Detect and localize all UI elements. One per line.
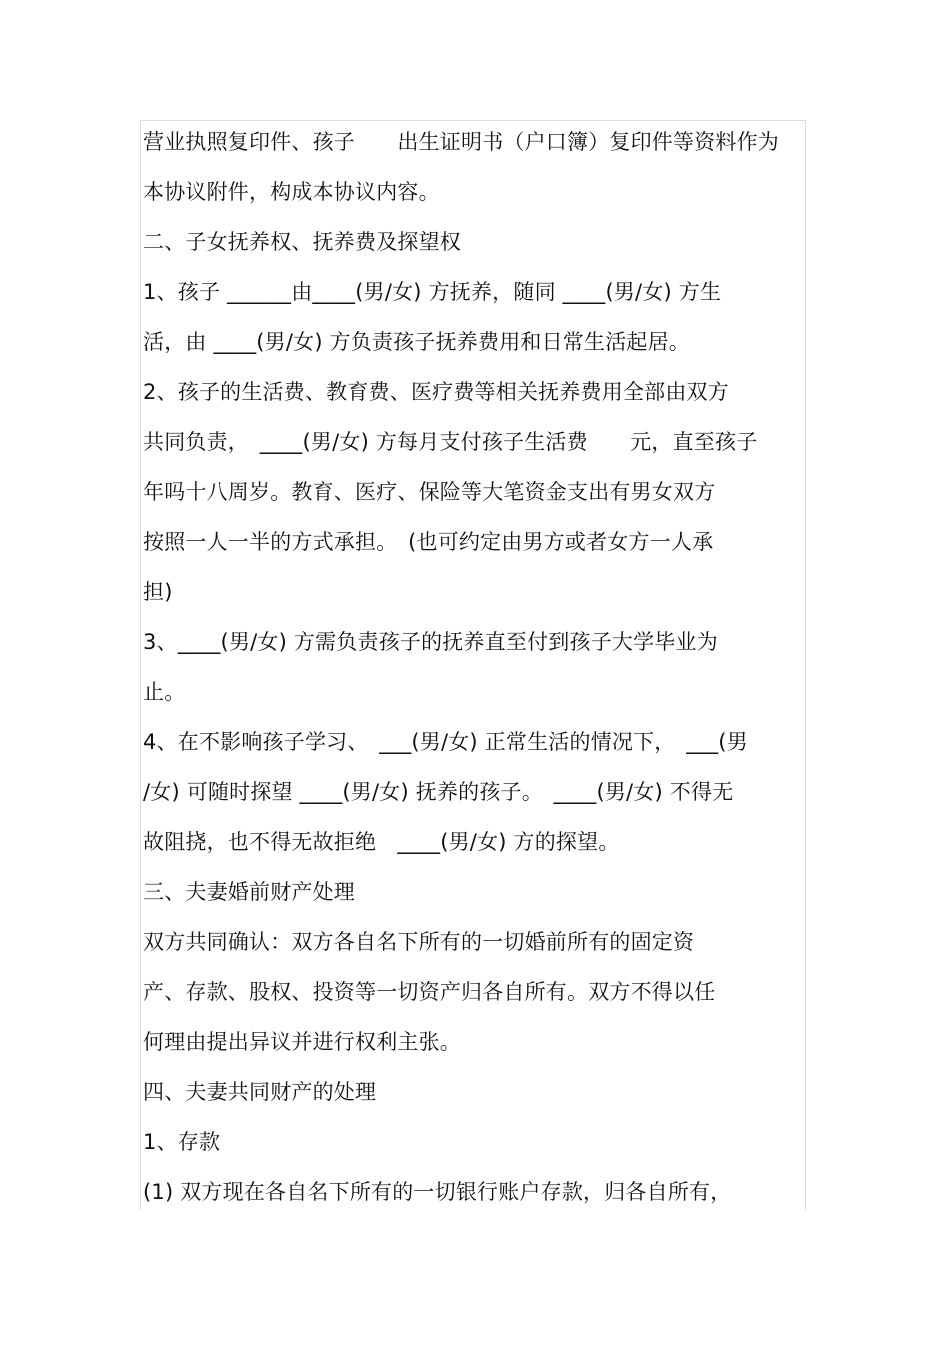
text-line: 故阻挠，也不得无故拒绝 ____(男/女) 方的探望。 bbox=[143, 830, 620, 854]
text-line: 1、孩子 ______由____(男/女) 方抚养，随同 ____(男/女) 方生 bbox=[143, 280, 722, 304]
text-line: 按照一人一半的方式承担。 (也可约定由男方或者女方一人承 bbox=[143, 530, 714, 554]
document-body bbox=[143, 117, 813, 1217]
text-line: 担) bbox=[143, 580, 173, 604]
text-line: /女) 可随时探望 ____(男/女) 抚养的孩子。 ____(男/女) 不得无 bbox=[143, 780, 734, 804]
subsection-heading: 1、存款 bbox=[143, 1130, 221, 1154]
text-line: 共同负责， ____(男/女) 方每月支付孩子生活费 元，直至孩子 bbox=[143, 430, 758, 454]
text-line: 2、孩子的生活费、教育费、医疗费等相关抚养费用全部由双方 bbox=[143, 380, 729, 404]
text-line: 活，由 ____(男/女) 方负责孩子抚养费用和日常生活起居。 bbox=[143, 330, 691, 354]
text-line: 双方共同确认：双方各自名下所有的一切婚前所有的固定资 bbox=[143, 930, 695, 954]
section-heading: 二、子女抚养权、抚养费及探望权 bbox=[143, 230, 461, 254]
section-heading: 四、夫妻共同财产的处理 bbox=[143, 1080, 377, 1104]
text-line: 产、存款、股权、投资等一切资产归各自所有。双方不得以任 bbox=[143, 980, 716, 1004]
text-line: (1) 双方现在各自名下所有的一切银行账户存款，归各自所有， bbox=[143, 1180, 732, 1204]
text-line: 止。 bbox=[143, 680, 186, 704]
text-line: 本协议附件，构成本协议内容。 bbox=[143, 180, 440, 204]
section-heading: 三、夫妻婚前财产处理 bbox=[143, 880, 355, 904]
text-line: 何理由提出异议并进行权利主张。 bbox=[143, 1030, 461, 1054]
text-line: 3、____(男/女) 方需负责孩子的抚养直至付到孩子大学毕业为 bbox=[143, 630, 718, 654]
text-line: 营业执照复印件、孩子 出生证明书（户口簿）复印件等资料作为 bbox=[143, 130, 779, 154]
text-line: 年吗十八周岁。教育、医疗、保险等大笔资金支出有男女双方 bbox=[143, 480, 716, 504]
text-line: 4、在不影响孩子学习、 ___(男/女) 正常生活的情况下， ___(男 bbox=[143, 730, 748, 754]
